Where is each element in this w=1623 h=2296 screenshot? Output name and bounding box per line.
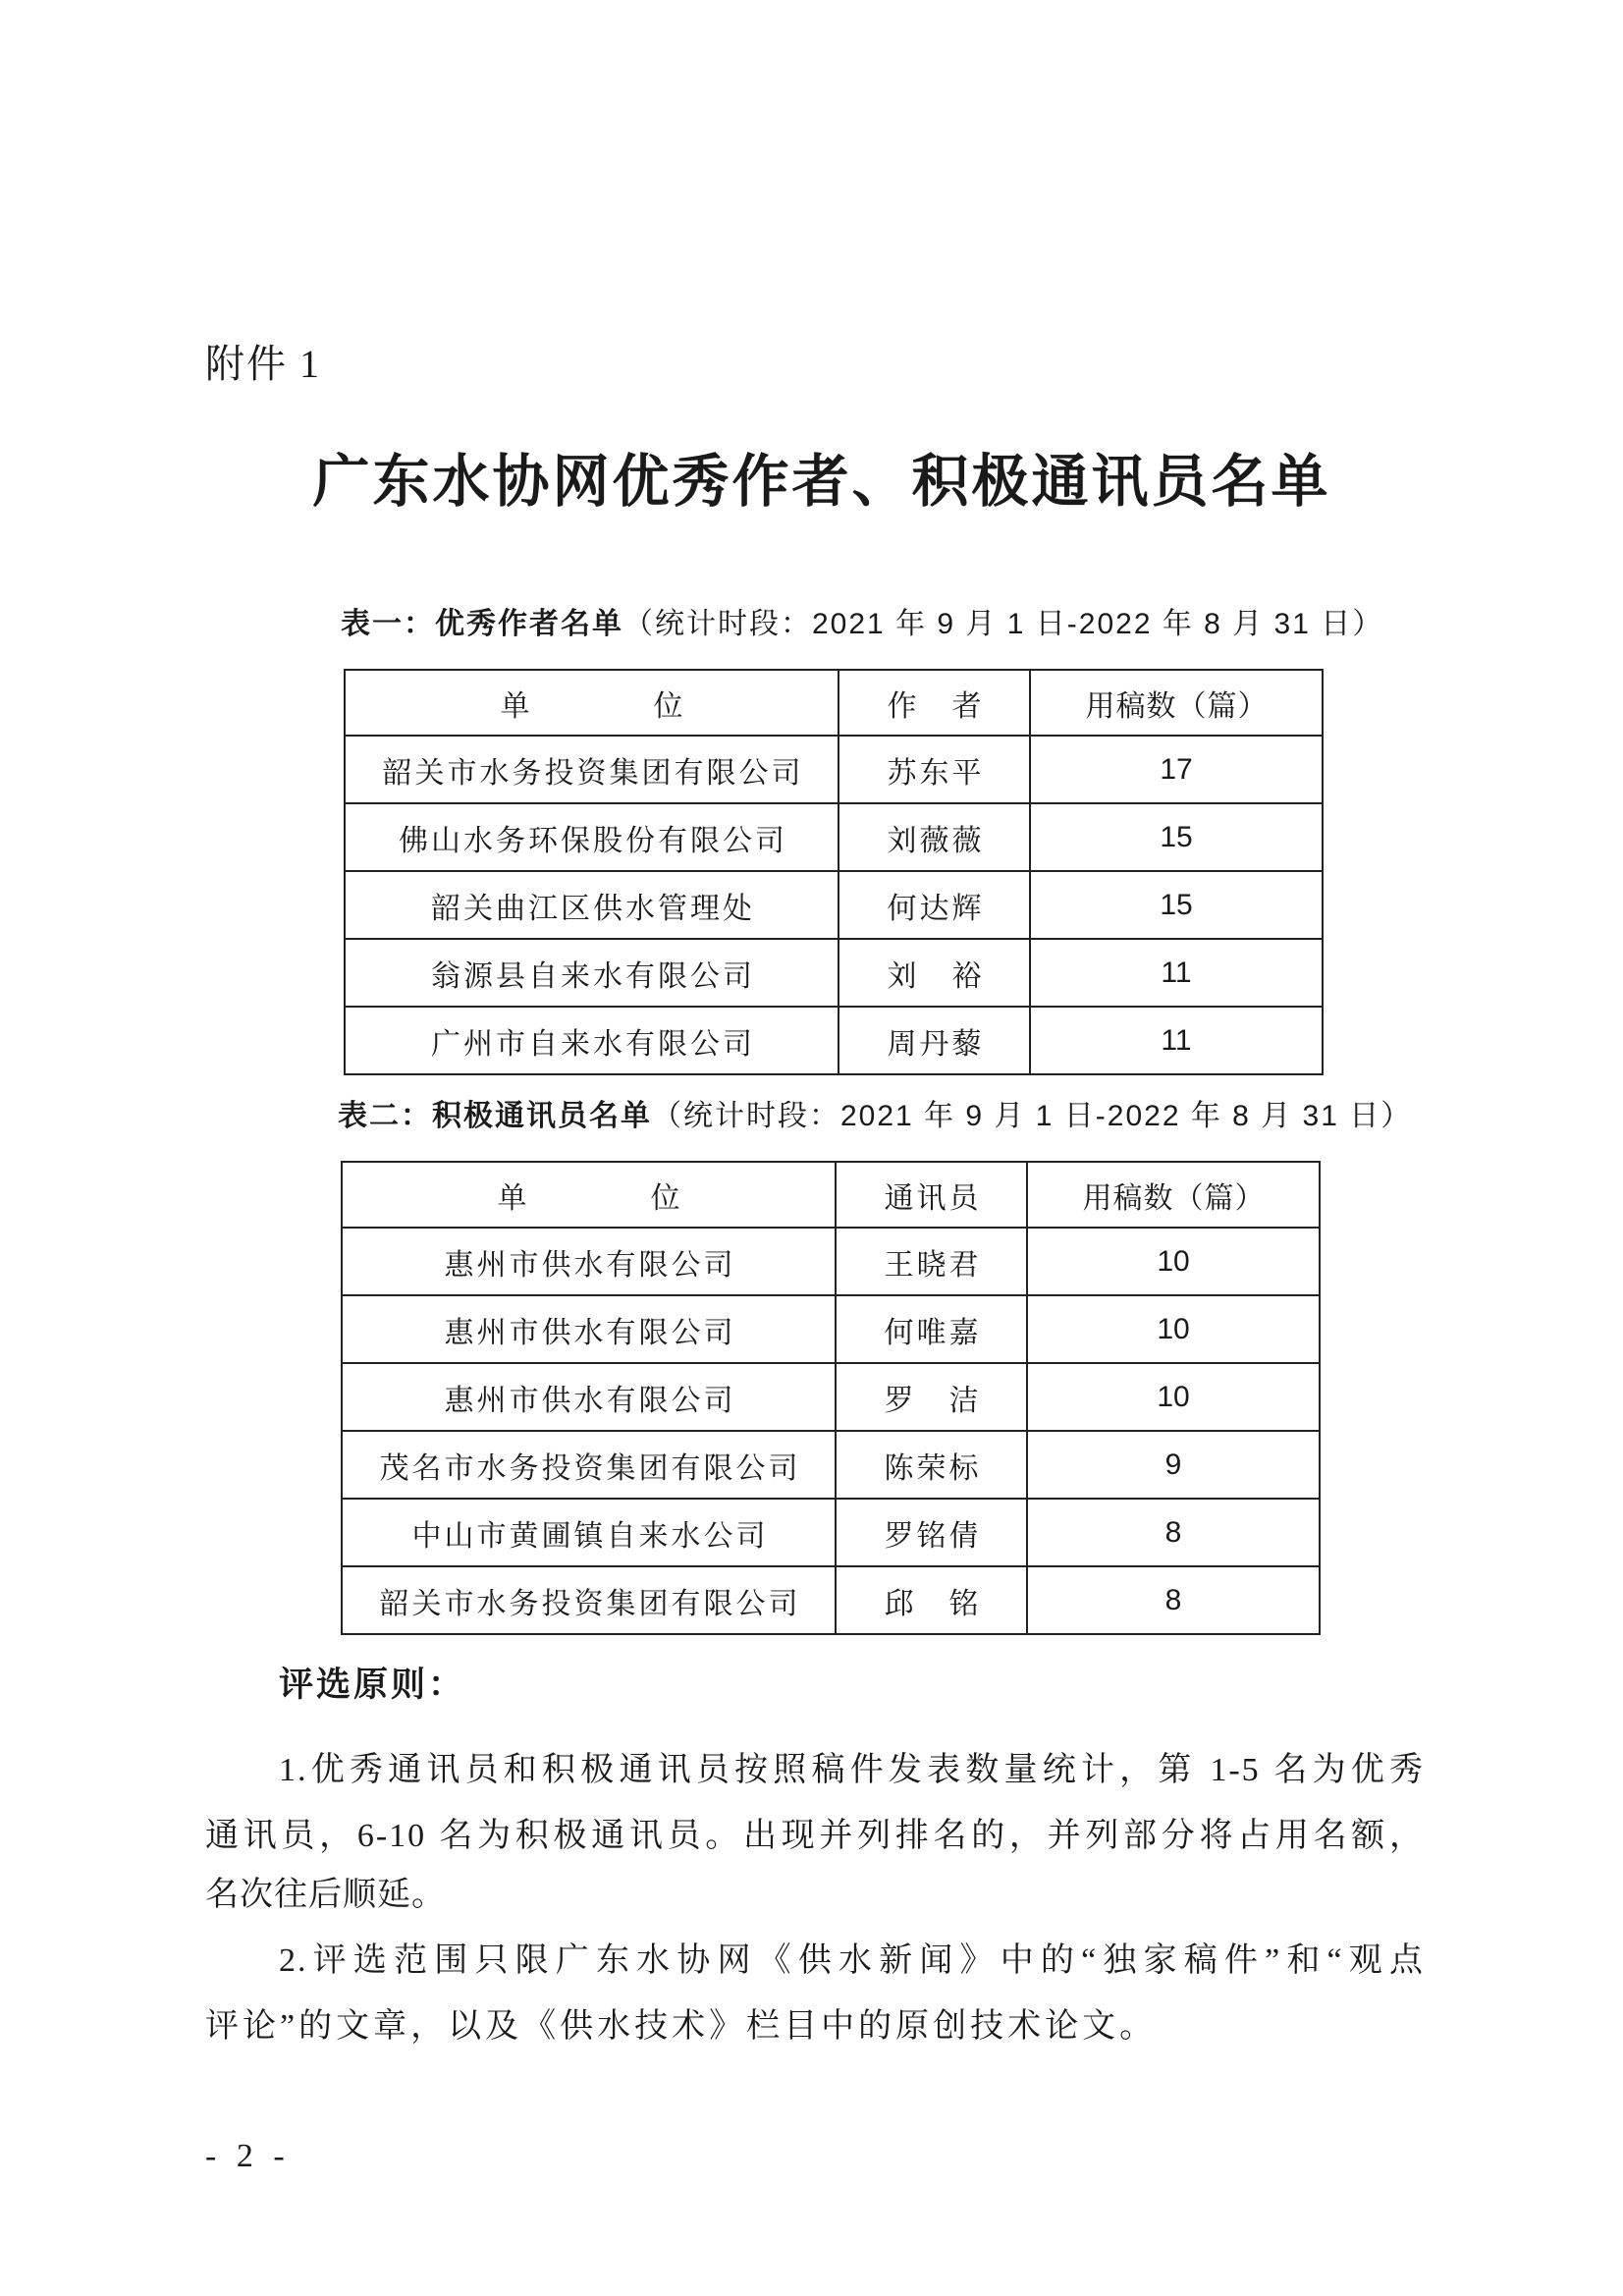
cell-unit: 中山市黄圃镇自来水公司	[342, 1499, 836, 1566]
table-row	[345, 736, 1323, 803]
cell-unit: 韶关市水务投资集团有限公司	[345, 736, 839, 803]
table-row	[345, 871, 1323, 939]
cell-correspondent: 陈荣标	[836, 1431, 1027, 1499]
table-row	[342, 1566, 1320, 1634]
cell-unit: 茂名市水务投资集团有限公司	[342, 1431, 836, 1499]
principle-1-line-3: 名次往后顺延。	[205, 1877, 446, 1913]
cell-author: 刘 裕	[839, 939, 1030, 1007]
principle-1-line-1: 1.优秀通讯员和积极通讯员按照稿件发表数量统计，第 1-5 名为优秀	[279, 1752, 1425, 1788]
cell-correspondent: 邱 铭	[836, 1566, 1027, 1634]
active-correspondents-table	[341, 1161, 1321, 1635]
excellent-authors-table	[344, 669, 1324, 1075]
cell-unit: 惠州市供水有限公司	[342, 1228, 836, 1295]
cell-unit: 韶关曲江区供水管理处	[345, 871, 839, 939]
table-header-row	[345, 670, 1323, 736]
principles-heading: 评选原则：	[279, 1666, 466, 1704]
cell-unit: 惠州市供水有限公司	[342, 1295, 836, 1363]
cell-count: 15	[1030, 871, 1323, 939]
table-row	[345, 939, 1323, 1007]
cell-correspondent: 罗 洁	[836, 1363, 1027, 1431]
attachment-label: 附件 1	[205, 342, 321, 386]
header-author: 作 者	[839, 670, 1030, 736]
table1-caption-period: （统计时段：2021 年 9 月 1 日-2022 年 8 月 31 日）	[623, 608, 1384, 640]
cell-count: 10	[1027, 1295, 1320, 1363]
principle-2-line-2: 评论”的文章，以及《供水技术》栏目中的原创技术论文。	[205, 2008, 1158, 2045]
header-correspondent: 通讯员	[836, 1162, 1027, 1228]
table2-caption-title: 表二：积极通讯员名单	[338, 1100, 652, 1132]
cell-author: 刘薇薇	[839, 803, 1030, 871]
page-number: - 2 -	[205, 2138, 291, 2174]
table1-caption-title: 表一：优秀作者名单	[341, 608, 623, 640]
cell-correspondent: 何唯嘉	[836, 1295, 1027, 1363]
header-unit: 单 位	[345, 670, 839, 736]
table-row	[342, 1295, 1320, 1363]
cell-count: 11	[1030, 939, 1323, 1007]
cell-author: 苏东平	[839, 736, 1030, 803]
table-row	[345, 1007, 1323, 1074]
table-header-row	[342, 1162, 1320, 1228]
cell-correspondent: 王晓君	[836, 1228, 1027, 1295]
table-row	[342, 1431, 1320, 1499]
table-row	[342, 1363, 1320, 1431]
table2-caption	[338, 1095, 1412, 1138]
header-count: 用稿数（篇）	[1030, 670, 1323, 736]
table2-caption-period: （统计时段：2021 年 9 月 1 日-2022 年 8 月 31 日）	[652, 1100, 1413, 1132]
cell-unit: 翁源县自来水有限公司	[345, 939, 839, 1007]
header-count: 用稿数（篇）	[1027, 1162, 1320, 1228]
page-title: 广东水协网优秀作者、积极通讯员名单	[312, 450, 1331, 514]
cell-count: 9	[1027, 1431, 1320, 1499]
table1-caption	[341, 603, 1383, 646]
cell-count: 10	[1027, 1228, 1320, 1295]
principle-2-line-1: 2.评选范围只限广东水协网《供水新闻》中的“独家稿件”和“观点	[279, 1942, 1425, 1979]
cell-unit: 佛山水务环保股份有限公司	[345, 803, 839, 871]
cell-author: 周丹藜	[839, 1007, 1030, 1074]
cell-unit: 惠州市供水有限公司	[342, 1363, 836, 1431]
table-row	[342, 1499, 1320, 1566]
cell-correspondent: 罗铭倩	[836, 1499, 1027, 1566]
cell-author: 何达辉	[839, 871, 1030, 939]
cell-count: 8	[1027, 1499, 1320, 1566]
table-row	[342, 1228, 1320, 1295]
table-row	[345, 803, 1323, 871]
cell-count: 10	[1027, 1363, 1320, 1431]
header-unit: 单 位	[342, 1162, 836, 1228]
principle-1-line-2: 通讯员，6-10 名为积极通讯员。出现并列排名的，并列部分将占用名额，	[205, 1818, 1425, 1854]
cell-count: 17	[1030, 736, 1323, 803]
cell-unit: 广州市自来水有限公司	[345, 1007, 839, 1074]
cell-unit: 韶关市水务投资集团有限公司	[342, 1566, 836, 1634]
cell-count: 8	[1027, 1566, 1320, 1634]
cell-count: 11	[1030, 1007, 1323, 1074]
cell-count: 15	[1030, 803, 1323, 871]
